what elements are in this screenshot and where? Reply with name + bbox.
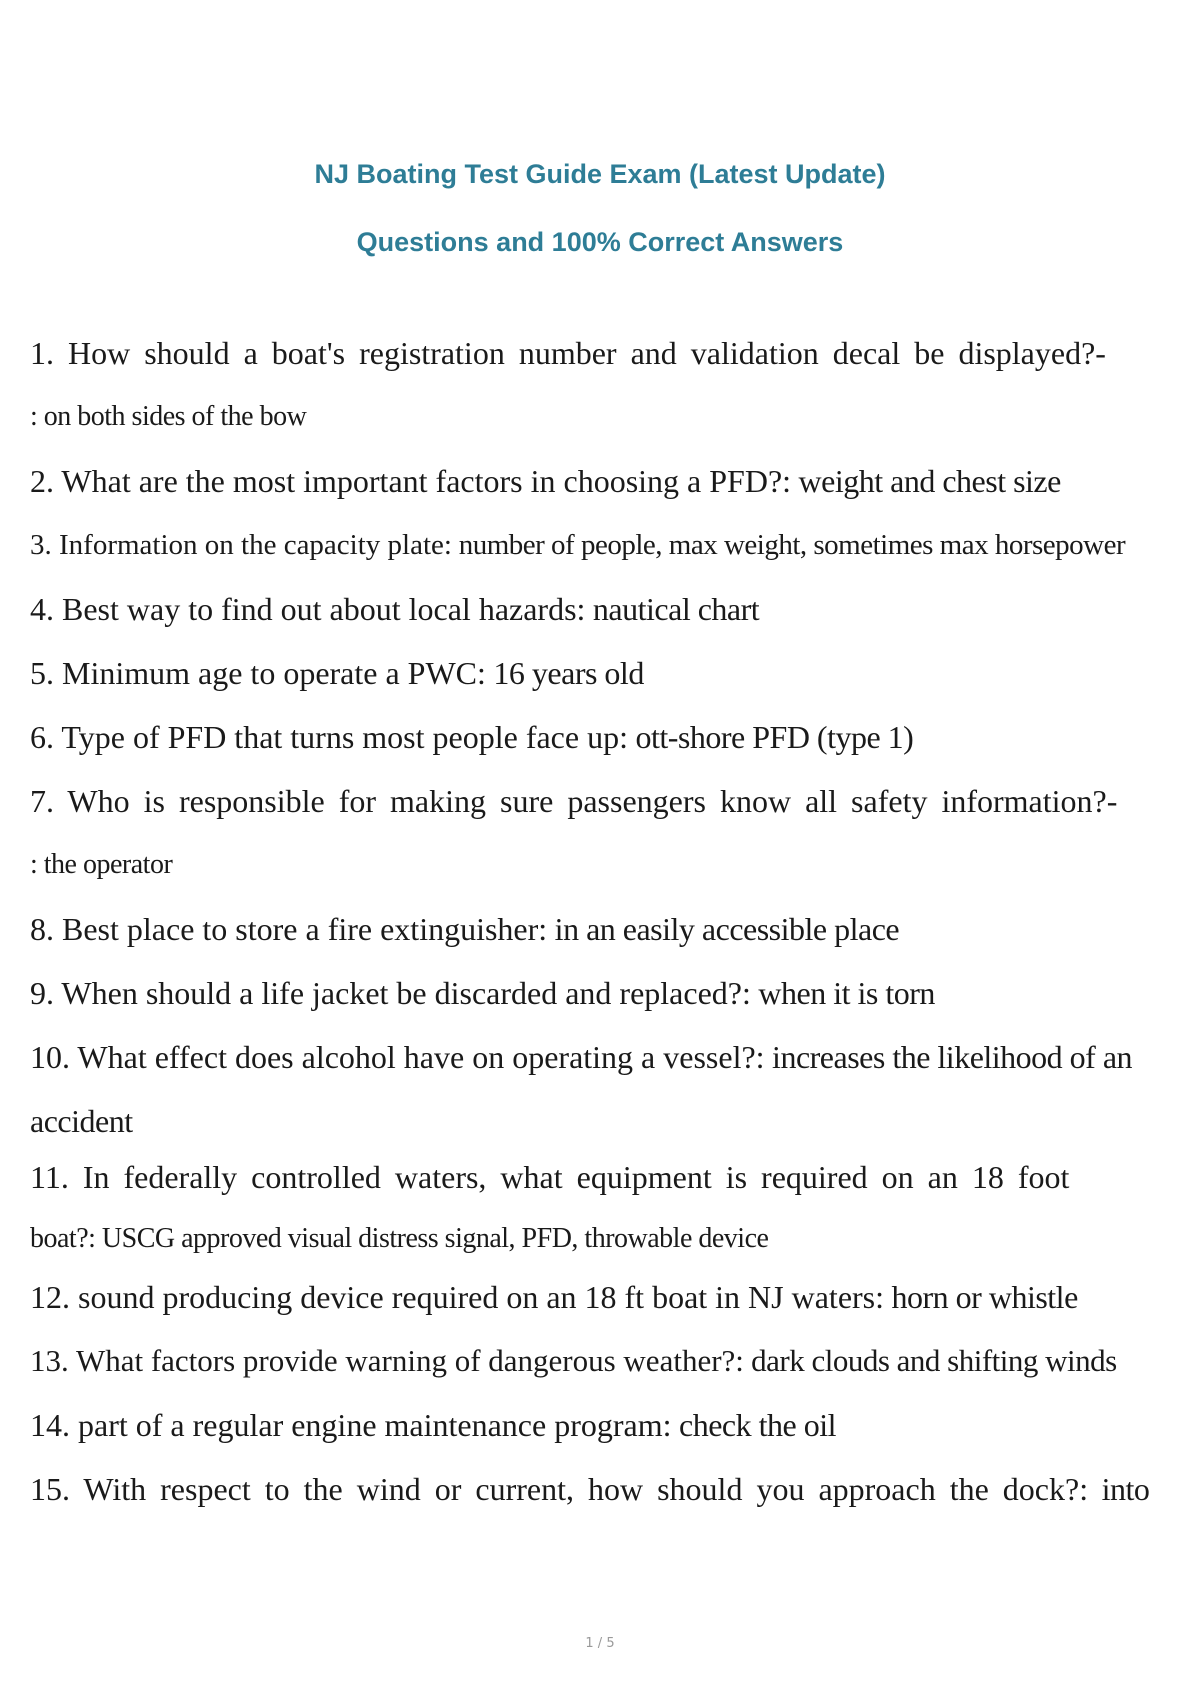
qa-item-4: 4. Best way to find out about local hazards: nautical chart — [30, 591, 760, 627]
qa-item-7-question: 7. Who is responsible for making sure passengers know all safety information?- — [30, 783, 1118, 819]
title-line-1: NJ Boating Test Guide Exam (Latest Update) — [314, 159, 886, 189]
qa-item-8: 8. Best place to store a fire extinguisher: in an easily accessible place — [30, 911, 900, 947]
qa-item-11-question: 11. In federally controlled waters, what equipment is required on an 18 foot — [30, 1159, 1070, 1195]
qa-item-6: 6. Type of PFD that turns most people face up: ott-shore PFD (type 1) — [30, 719, 914, 755]
document-title — [0, 140, 1200, 276]
qa-item-9: 9. When should a life jacket be discarded and replaced?: when it is torn — [30, 975, 935, 1011]
qa-item-7-answer: : the operator — [30, 849, 173, 880]
qa-item-11-answer: boat?: USCG approved visual distress signal, PFD, throwable device — [30, 1223, 769, 1254]
qa-item-12: 12. sound producing device required on an 18 ft boat in NJ waters: horn or whistle — [30, 1279, 1078, 1315]
qa-item-13: 13. What factors provide warning of dangerous weather?: dark clouds and shifting winds — [30, 1343, 1117, 1378]
qa-item-5: 5. Minimum age to operate a PWC: 16 years old — [30, 655, 644, 691]
qa-item-1-answer: : on both sides of the bow — [30, 401, 307, 432]
page-number: 1 / 5 — [585, 1636, 615, 1651]
qa-item-10: 10. What effect does alcohol have on operating a vessel?: increases the likelihood of an — [30, 1039, 1133, 1075]
qa-item-2: 2. What are the most important factors in choosing a PFD?: weight and chest size — [30, 463, 1061, 499]
qa-item-15: 15. With respect to the wind or current, how should you approach the dock?: into — [30, 1471, 1150, 1507]
title-line-2: Questions and 100% Correct Answers — [356, 227, 844, 257]
qa-item-14: 14. part of a regular engine maintenance program: check the oil — [30, 1407, 836, 1443]
qa-item-1-question: 1. How should a boat's registration number and validation decal be displayed?- — [30, 335, 1106, 371]
qa-item-3: 3. Information on the capacity plate: number of people, max weight, sometimes max horsepower — [30, 529, 1126, 561]
qa-item-10-continued: accident — [30, 1103, 133, 1139]
